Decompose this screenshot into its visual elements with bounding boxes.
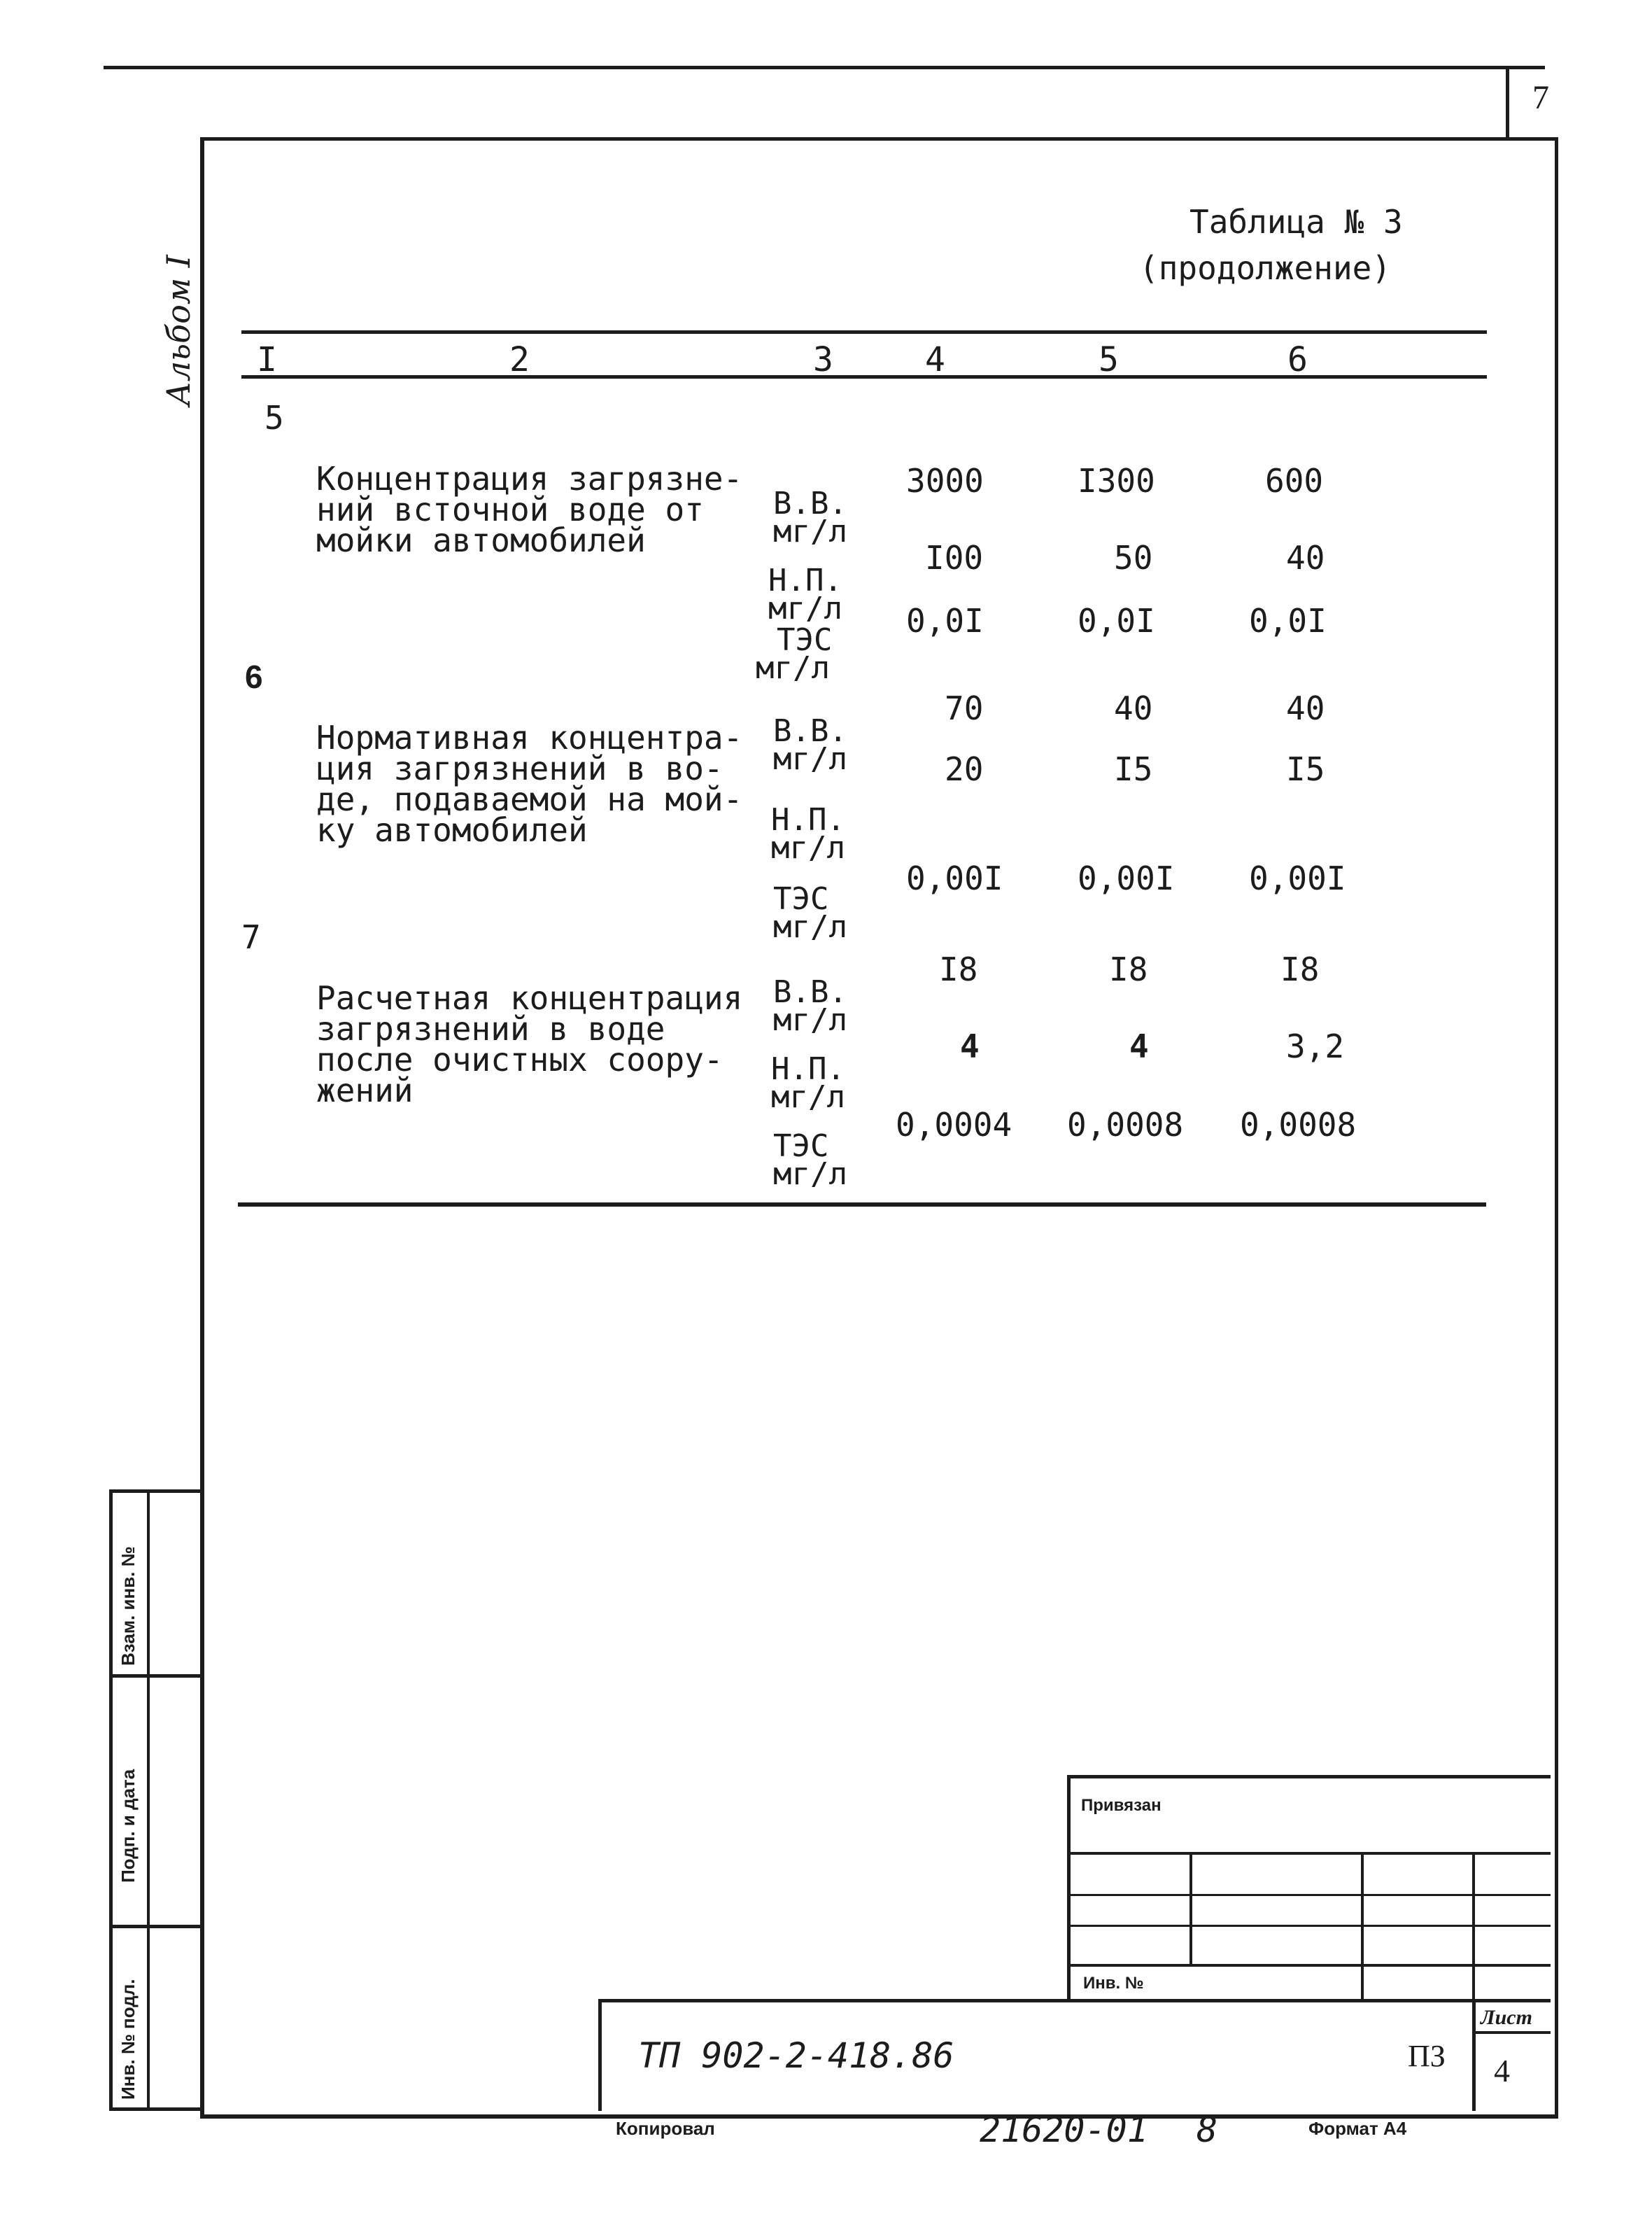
stamp-grid-h2 bbox=[1067, 1894, 1551, 1896]
stamp-privyazan-top bbox=[1067, 1775, 1551, 1778]
col-header-1: I bbox=[257, 340, 277, 379]
row-5-tes-col5: 0,0I bbox=[1078, 602, 1155, 640]
row-5-vv-col4: 3000 bbox=[906, 462, 984, 500]
row-5-tes-col6: 0,0I bbox=[1249, 602, 1327, 640]
row-6-tes-col5: 0,00I bbox=[1078, 859, 1175, 897]
row-6-number: 6 bbox=[245, 659, 263, 695]
stamp-grid-h1 bbox=[1067, 1852, 1551, 1855]
stamp-main-left bbox=[598, 1999, 602, 2111]
row-5-number: 5 bbox=[264, 399, 284, 437]
stamp-privyazan-label: Привязан bbox=[1081, 1796, 1162, 1815]
row-6-vv-col5: 40 bbox=[1114, 689, 1153, 727]
stamp-sheet-left bbox=[1472, 1999, 1476, 2111]
side-stamp-outer-left bbox=[109, 1489, 113, 2111]
side-label-inv-podl: Инв. № подл. bbox=[118, 1979, 139, 2100]
row-7-tes-col4: 0,0004 bbox=[896, 1106, 1012, 1144]
page-number-divider bbox=[1506, 66, 1509, 137]
stamp-grid-v3 bbox=[1472, 1852, 1475, 2000]
row-5-vv-col6: 600 bbox=[1265, 462, 1324, 500]
row-6-vv-col4: 70 bbox=[945, 689, 984, 727]
side-stamp-bottom bbox=[109, 2107, 204, 2111]
row-6-unit-np: Н.П. мг/л bbox=[771, 802, 845, 866]
row-6-np-col5: I5 bbox=[1114, 750, 1153, 788]
row-7-vv-col6: I8 bbox=[1280, 950, 1320, 988]
row-6-np-col6: I5 bbox=[1286, 750, 1325, 788]
row-7-np-col4: 4 bbox=[960, 1027, 980, 1065]
col-header-6: 6 bbox=[1287, 340, 1308, 379]
col-header-2: 2 bbox=[509, 340, 530, 379]
col-header-3: 3 bbox=[813, 340, 833, 379]
row-7-vv-col4: I8 bbox=[939, 950, 978, 988]
side-label-podp-data: Подп. и дата bbox=[118, 1769, 139, 1883]
page-number: 7 bbox=[1532, 79, 1549, 116]
row-7-tes-col6: 0,0008 bbox=[1240, 1106, 1357, 1144]
row-7-vv-col5: I8 bbox=[1109, 950, 1148, 988]
stamp-doc-code: ТП 902-2-418.86 bbox=[638, 2035, 954, 2076]
row-6-tes-col6: 0,00I bbox=[1249, 859, 1346, 897]
stamp-section: ПЗ bbox=[1408, 2039, 1446, 2073]
row-5-description: Концентрация загрязне- ний всточной воде от мойки автомобилей bbox=[316, 460, 743, 559]
stamp-sheet-number: 4 bbox=[1494, 2053, 1510, 2089]
table-subtitle: (продолжение) bbox=[1139, 249, 1392, 287]
side-stamp-div2 bbox=[109, 1925, 204, 1928]
footer-order-number: 21620-01 bbox=[980, 2110, 1148, 2150]
table-bottom-rule bbox=[238, 1202, 1486, 1207]
table-title: Таблица № 3 bbox=[1189, 203, 1403, 241]
row-5-tes-col4: 0,0I bbox=[906, 602, 984, 640]
row-7-number: 7 bbox=[241, 918, 261, 956]
side-stamp-div1 bbox=[109, 1674, 204, 1678]
stamp-grid-h3 bbox=[1067, 1925, 1551, 1927]
stamp-inv-no-label: Инв. № bbox=[1083, 1974, 1144, 1993]
row-7-unit-tes: ТЭС мг/л bbox=[773, 1128, 847, 1192]
row-5-np-col6: 40 bbox=[1286, 539, 1325, 577]
row-7-unit-vv: В.В. мг/л bbox=[773, 974, 847, 1038]
top-rule bbox=[104, 66, 1545, 69]
side-label-vzam-inv: Взам. инв. № bbox=[118, 1546, 139, 1666]
footer-format: Формат А4 bbox=[1308, 2118, 1407, 2139]
row-6-unit-vv: В.В. мг/л bbox=[773, 713, 847, 777]
row-7-unit-np: Н.П. мг/л bbox=[771, 1051, 845, 1115]
row-7-description: Расчетная концентрация загрязнений в воде после очистных соору- жений bbox=[316, 979, 743, 1109]
col-header-4: 4 bbox=[925, 340, 945, 379]
side-stamp-inner-left bbox=[147, 1489, 150, 2111]
row-6-vv-col6: 40 bbox=[1286, 689, 1325, 727]
row-7-np-col5: 4 bbox=[1129, 1027, 1149, 1065]
row-5-vv-col5: I300 bbox=[1078, 462, 1155, 500]
row-6-unit-tes: ТЭС мг/л bbox=[773, 881, 847, 945]
row-5-np-col5: 50 bbox=[1114, 539, 1153, 577]
stamp-main-top bbox=[598, 1999, 1551, 2002]
album-label: Альбом I bbox=[160, 255, 197, 406]
stamp-grid-v1 bbox=[1189, 1852, 1192, 1965]
row-5-np-col4: I00 bbox=[925, 539, 984, 577]
stamp-sheet-divider bbox=[1472, 2031, 1551, 2034]
row-5-unit-np: Н.П. мг/л bbox=[768, 563, 842, 626]
stamp-grid-h4 bbox=[1067, 1964, 1551, 1967]
col-header-5: 5 bbox=[1099, 340, 1119, 379]
side-stamp-top bbox=[109, 1489, 204, 1493]
footer-kopiroval: Копировал bbox=[616, 2118, 715, 2139]
row-6-tes-col4: 0,00I bbox=[906, 859, 1003, 897]
stamp-sheet-label: Лист bbox=[1481, 2006, 1532, 2029]
row-5-unit-vv: В.В. мг/л bbox=[773, 486, 847, 549]
row-6-np-col4: 20 bbox=[945, 750, 984, 788]
table-header-top-rule bbox=[241, 330, 1487, 334]
footer-mark: 8 bbox=[1196, 2110, 1218, 2150]
stamp-grid-v2 bbox=[1361, 1852, 1364, 2000]
row-6-description: Нормативная концентра- ция загрязнений в во- де, подаваемой на мой- ку автомобилей bbox=[316, 719, 743, 849]
row-5-unit-tes: ТЭС мг/л bbox=[756, 622, 833, 686]
row-7-tes-col5: 0,0008 bbox=[1067, 1106, 1184, 1144]
row-7-np-col6: 3,2 bbox=[1286, 1027, 1345, 1065]
